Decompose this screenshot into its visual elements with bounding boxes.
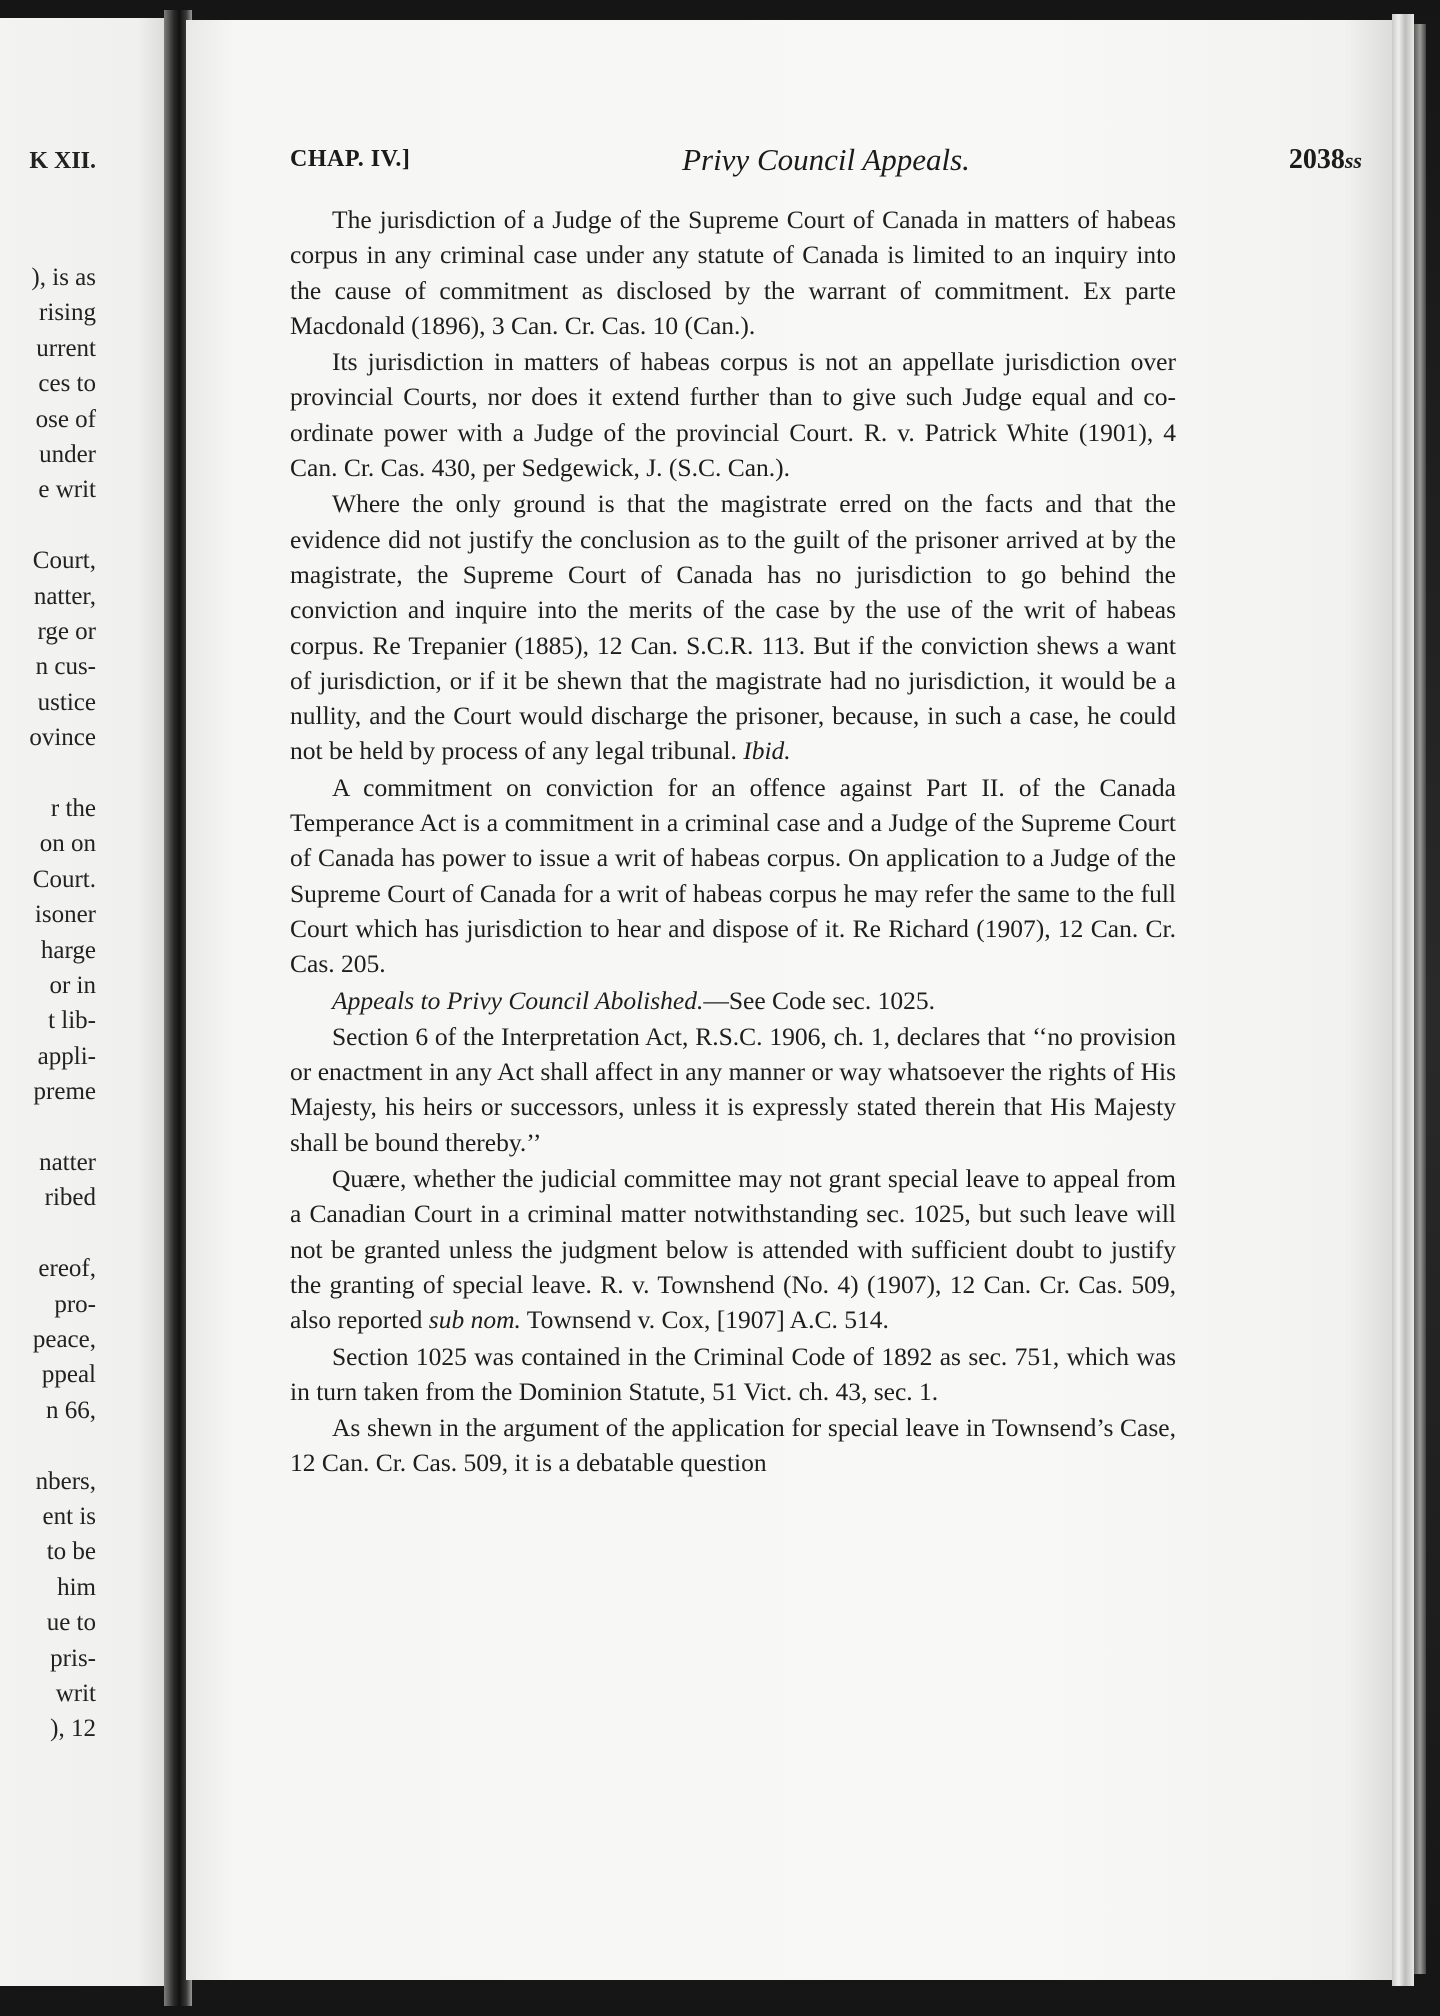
facing-page-line: harge: [40, 936, 96, 964]
facing-page-line: or in: [49, 972, 96, 999]
facing-page-line: ent is: [42, 1503, 96, 1530]
facing-page-line: isoner: [34, 901, 96, 929]
facing-page-line: appli-: [37, 1042, 96, 1070]
facing-page: [0, 18, 172, 1986]
facing-page-line: to be: [46, 1538, 96, 1566]
facing-page-line: ereof,: [38, 1255, 96, 1283]
page-number: 2038ss: [1288, 144, 1362, 175]
paragraph-temperance-act: A commitment on conviction for an offence against Part II. of the Canada Temperance Act is a commitment in a criminal case and a Judge of the Supreme Court of Canada has power to issue a writ of habeas corpus. On application to a Judge of the Supreme Court of Canada for a writ of habeas corpus he may refer the same to the full Court which has jurisdiction to hear and dispose of it. Re Richard (1907), 12 Can. Cr. Cas. 205.: [290, 772, 1176, 979]
facing-page-line: ppeal: [41, 1361, 96, 1389]
chapter-label: CHAP. IV.]: [290, 146, 411, 172]
facing-page-line: rge or: [37, 618, 96, 645]
facing-page-line: ), 12: [50, 1715, 96, 1743]
facing-page-line: n cus-: [35, 653, 96, 681]
facing-page-line: nbers,: [35, 1467, 96, 1495]
page-edge: [1392, 14, 1414, 1986]
page-number-suffix: ss: [1344, 148, 1362, 173]
facing-page-line: ), is as: [31, 264, 96, 291]
facing-page-line: natter,: [33, 582, 96, 610]
facing-page-line: ose of: [35, 405, 96, 433]
facing-page-line: him: [57, 1573, 96, 1601]
paragraph-interpretation-act: Section 6 of the Interpretation Act, R.S.C. 1906, ch. 1, declares that ‘‘no provision or enactment in any Act shall affect in any manner or way whatsoever the rights of His Majesty, his heirs or successors, unless it is expressly stated therein that His Majesty shall be bound thereby.’’: [290, 1021, 1176, 1157]
facing-page-line: rising: [39, 299, 96, 327]
section-heading: Appeals to Privy Council Abolished.: [332, 985, 704, 1015]
paragraph-appeals-abolished: Appeals to Privy Council Abolished.—See Code sec. 1025.: [332, 985, 935, 1015]
facing-page-line: pro-: [54, 1290, 96, 1318]
paragraph-quaere: Quære, whether the judicial committee may not grant special leave to appeal from a Canadian Court in a criminal matter notwithstanding sec. 1025, but such leave will not be granted unless the judgment below is attended with sufficient doubt to justify the granting of special leave. R. v. Townshend (No. 4) (1907), 12 Can. Cr. Cas. 509, also reported sub nom. Townsend v. Cox, [1907] A.C. 514.: [290, 1164, 1176, 1335]
facing-page-line: ces to: [38, 370, 96, 398]
facing-page-line: ovince: [29, 724, 96, 752]
facing-page-line: ue to: [46, 1609, 96, 1637]
book-page: [186, 20, 1392, 1980]
facing-page-line: ustice: [37, 688, 96, 716]
facing-page-line: peace,: [32, 1326, 96, 1353]
body-text: [290, 202, 1176, 1481]
facing-page-line: ribed: [44, 1184, 96, 1212]
sub-nom-phrase: sub nom.: [428, 1305, 521, 1335]
facing-page-line: preme: [33, 1078, 96, 1106]
paragraph-magistrate-facts: Where the only ground is that the magistrate erred on the facts and that the evidence did not justify the conclusion as to the guilt of the prisoner arrived at by the magistrate, the Supreme Court of Canada has no jurisdiction to go behind the conviction and inquire into the merits of the case by the use of the writ of habeas corpus. Re Trepanier (1885), 12 Can. S.C.R. 113. But if the conviction shews a want of jurisdiction, or if it be shewn that the magistrate had no jurisdiction, it would be a nullity, and the Court would discharge the prisoner, because, in such a case, he could not be held by process of any legal tribunal. Ibid.: [290, 489, 1176, 766]
ibid-reference: Ibid.: [743, 736, 791, 766]
facing-page-line: e writ: [38, 476, 96, 504]
facing-page-line: Court,: [32, 547, 96, 575]
running-title: Privy Council Appeals.: [682, 142, 970, 177]
paragraph-habeas-jurisdiction: The jurisdiction of a Judge of the Supreme Court of Canada in matters of habeas corpus in any criminal case under any statute of Canada is limited to an inquiry into the cause of commitment as disclosed by the warrant of commitment. Ex parte Macdonald (1896), 3 Can. Cr. Cas. 10 (Can.).: [290, 205, 1176, 340]
paragraph-section-1025: Section 1025 was contained in the Criminal Code of 1892 as sec. 751, which was in turn taken from the Dominion Statute, 51 Vict. ch. 43, sec. 1.: [290, 1341, 1176, 1406]
facing-page-line: on on: [39, 830, 96, 858]
facing-page-line: Court.: [32, 865, 96, 893]
facing-page-line: urrent: [36, 334, 96, 362]
facing-page-line: under: [39, 441, 96, 468]
paragraph-townsend-case: As shewn in the argument of the application for special leave in Townsend’s Case, 12 Can. Cr. Cas. 509, it is a debatable question: [290, 1413, 1176, 1478]
facing-page-line: t lib-: [48, 1007, 96, 1035]
paragraph-appellate-jurisdiction: Its jurisdiction in matters of habeas corpus is not an appellate jurisdiction over provincial Courts, nor does it extend further than to give such Judge equal and co-ordinate power with a Judge of the provincial Court. R. v. Patrick White (1901), 4 Can. Cr. Cas. 430, per Sedgewick, J. (S.C. Can.).: [290, 347, 1176, 483]
facing-page-line: n 66,: [46, 1396, 96, 1424]
page-edge-shadow: [1414, 24, 1426, 1974]
facing-page-line: r the: [50, 795, 96, 822]
facing-page-line: natter: [39, 1149, 96, 1176]
facing-page-line: pris-: [50, 1644, 96, 1672]
running-head: [290, 142, 1362, 182]
facing-page-header: K XII.: [29, 148, 96, 174]
facing-page-line: writ: [55, 1680, 96, 1707]
